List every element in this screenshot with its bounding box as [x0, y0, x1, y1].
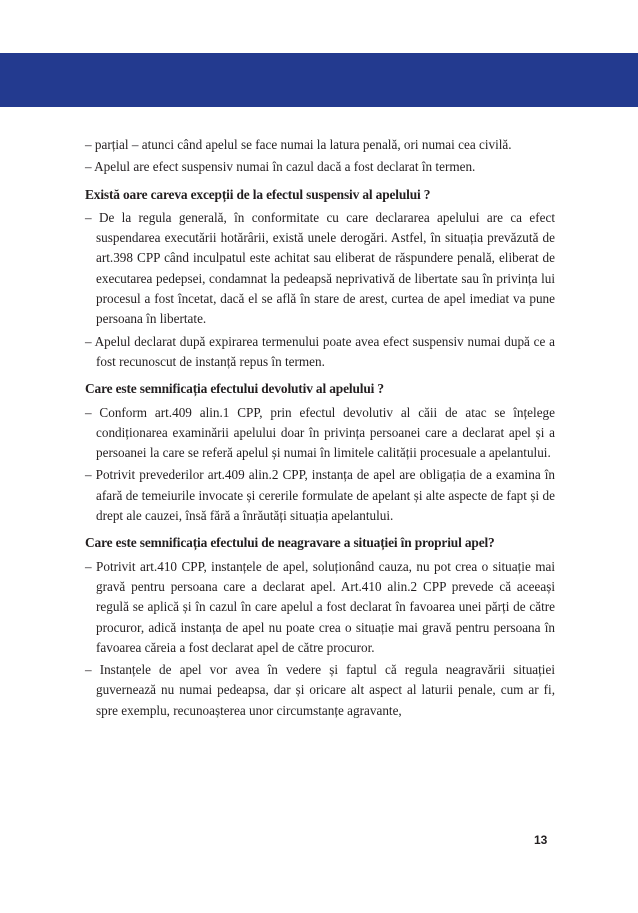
list-item: – Conform art.409 alin.1 CPP, prin efectul devolutiv al căii de atac se înțelege condiționarea examinării apelului doar în privința persoanei care a declarat apel și a persoanei la care se referă apelul și numai în limitele calității procesuale a apelantului. — [85, 404, 555, 461]
list-item: – Potrivit art.410 CPP, instanțele de apel, soluționând cauza, nu pot crea o situație mai gravă pentru persoana care a declarat apel. Art.410 alin.2 CPP prevede că aceeași regulă se aplică și în cazul în care apelul a fost declarat în favoarea unei părți de către procuror, adică instanța de apel nu poate crea o situație mai gravă pentru persoana în favoarea căreia a fost declarat apel de către procuror. — [85, 558, 555, 655]
list-item: – Potrivit prevederilor art.409 alin.2 CPP, instanța de apel are obligația de a examina în afară de temeiurile invocate și cererile formulate de apelant și alte aspecte de fapt și de drept ale cauzei, însă fără a înrăutăți situația apelantului. — [85, 467, 555, 524]
question-heading: Care este semnificația efectului devolutiv al apelului ? — [85, 381, 384, 397]
question-heading: Care este semnificația efectului de neagravare a situației în propriul apel? — [85, 535, 495, 551]
list-item: – Apelul are efect suspensiv numai în cazul dacă a fost declarat în termen. — [85, 159, 476, 175]
page-body — [85, 135, 555, 723]
list-item: – De la regula generală, în conformitate cu care declararea apelului are ca efect suspendarea executării hotărârii, există unele derogări. Astfel, în situația prevăzută de art.398 CPP când inculpatul este achitat sau eliberat de răspundere penală, eliberat de executarea pedepsei, condamnat la pedeapsă neprivativă de libertate sau în privința lui procesul a fost încetat, dacă el se află în stare de arest, curtea de apel imediat va pune persoana în libertate. — [85, 209, 555, 327]
list-item: – Instanțele de apel vor avea în vedere și faptul că regula neagravării situației guvernează nu numai pedeapsa, dar și oricare alt aspect al laturii penale, cum ar fi, spre exemplu, recunoașterea unor circumstanțe agravante, — [85, 662, 555, 718]
header-band — [0, 53, 638, 107]
page-number: 13 — [534, 833, 548, 847]
list-item: – parțial – atunci când apelul se face numai la latura penală, ori numai cea civilă. — [85, 137, 512, 152]
question-heading: Există oare careva excepții de la efectul suspensiv al apelului ? — [85, 186, 431, 202]
list-item: – Apelul declarat după expirarea termenului poate avea efect suspensiv numai după ce a fost recunoscut de instanță repus în termen. — [85, 333, 555, 369]
